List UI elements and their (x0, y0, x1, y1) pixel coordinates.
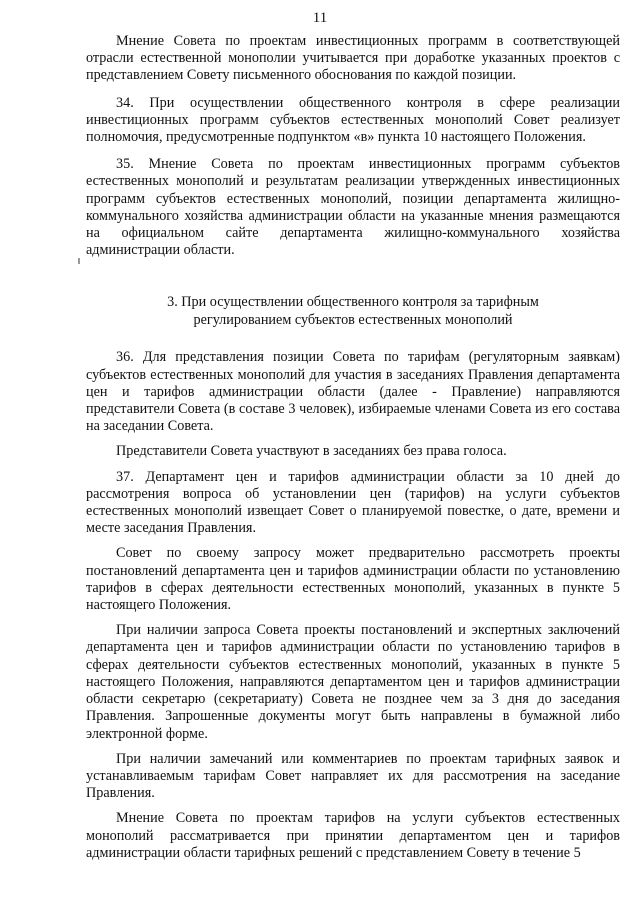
paragraph-37-request-review: Совет по своему запросу может предварительно рассмотреть проекты постановлений департамента цен и тарифов администрации области по установлению тарифов в сферах деятельности естественных монополий, указанных в пункте 5 настоящего Положения. (86, 545, 620, 614)
page-number: 11 (312, 10, 328, 26)
paragraph-35: 35. Мнение Совета по проектам инвестиционных программ субъектов естественных монополий и результатам реализации утвержденных инвестиционных программ субъектов естественных монополий, позиции департамента жилищно-коммунального хозяйства администрации области на указанные мнения размещаются на официальном сайте департамента жилищно-коммунального хозяйства администрации области. (86, 156, 620, 259)
paragraph-36: 36. Для представления позиции Совета по тарифам (регуляторным заявкам) субъектов естественных монополий для участия в заседаниях Правления департамента цен и тарифов администрации области (далее - Правление) направляются представители Совета (в составе 3 человек), избираемые членами Совета из его состава на заседании Совета. (86, 349, 620, 435)
paragraph-council-opinion-investment: Мнение Совета по проектам инвестиционных программ в соответствующей отрасли естественной монополии учитывается при доработке указанных проектов с представлением Совету письменного обоснования по каждой позиции. (86, 33, 620, 84)
paragraph-36-representatives: Представители Совета участвуют в заседаниях без права голоса. (116, 443, 507, 460)
scan-speck (78, 258, 80, 264)
paragraph-37-council-opinion-tariffs: Мнение Совета по проектам тарифов на услуги субъектов естественных монополий рассматривается при принятии департаментом цен и тарифов администрации области тарифных решений с представлением Совету в течение 5 (86, 810, 620, 861)
paragraph-37: 37. Департамент цен и тарифов администрации области за 10 дней до рассмотрения вопроса об установлении цен (тарифов) на услуги субъектов естественных монополий извещает Совет о планируемой повестке, о дате, времени и месте заседания Правления. (86, 468, 620, 537)
paragraph-37-documents: При наличии запроса Совета проекты постановлений и экспертных заключений департамента цен и тарифов администрации области по установлению тарифов в сферах деятельности субъектов естественных монополий, указанных в пункте 5 настоящего Положения, направляются департаментом цен и тарифов администрации области секретарю (секретариату) Совета не позднее чем за 3 дня до заседания Правления. Запрошенные документы могут быть направлены в бумажной либо электронной форме. (86, 622, 620, 742)
paragraph-37-comments: При наличии замечаний или комментариев по проектам тарифных заявок и устанавливаемым тарифам Совет направляет их для рассмотрения на заседание Правления. (86, 750, 620, 802)
section-3-heading: 3. При осуществлении общественного контроля за тарифным регулированием субъектов естественных монополий (167, 294, 539, 329)
paragraph-34: 34. При осуществлении общественного контроля в сфере реализации инвестиционных программ субъектов естественных монополий Совет реализует полномочия, предусмотренные подпунктом «в» пункта 10 настоящего Положения. (86, 94, 620, 146)
document-body (86, 33, 620, 862)
